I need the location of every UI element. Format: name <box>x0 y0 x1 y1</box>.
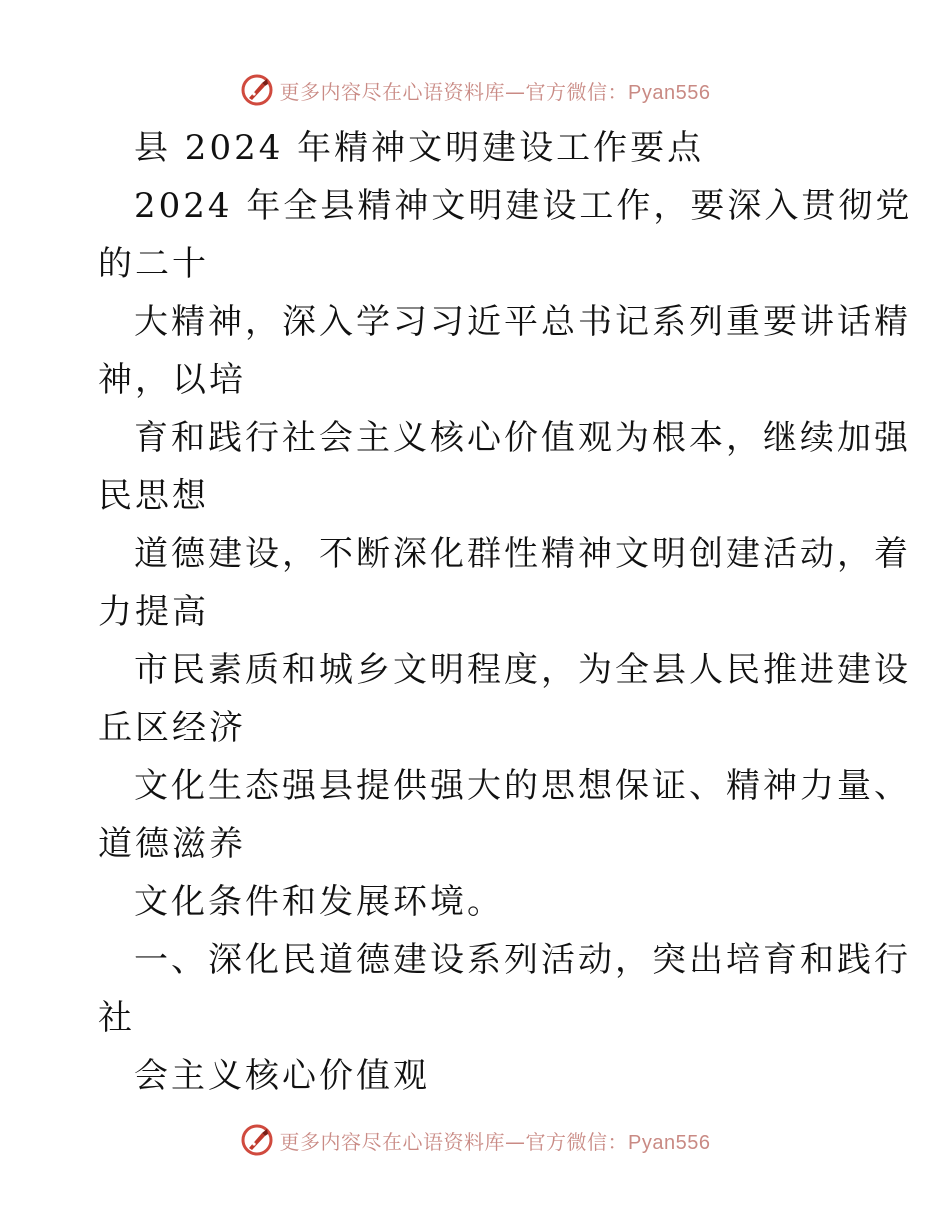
doc-line: 文化条件和发展环境。 <box>134 882 504 922</box>
banner-text: 更多内容尽在心语资料库—官方微信： <box>279 1129 629 1154</box>
doc-line: 力提高 <box>98 592 209 632</box>
doc-line: 道德建设，不断深化群性精神文明创建活动，着 <box>134 534 911 574</box>
doc-line: 文化生态强县提供强大的思想保证、精神力量、 <box>134 766 911 806</box>
doc-line: 育和践行社会主义核心价值观为根本，继续加强 <box>134 418 911 458</box>
doc-line: 大精神，深入学习习近平总书记系列重要讲话精 <box>134 302 911 342</box>
doc-heading-line: 会主义核心价值观 <box>134 1056 430 1096</box>
doc-line: 丘区经济 <box>98 708 246 748</box>
doc-line: 道德滋养 <box>98 824 246 864</box>
doc-heading-line: 社 <box>98 998 135 1038</box>
doc-line: 2024 年全县精神文明建设工作，要深入贯彻党 <box>134 186 913 226</box>
doc-line: 民思想 <box>98 476 209 516</box>
doc-heading-line: 一、深化民道德建设系列活动，突出培育和践行 <box>134 940 911 980</box>
doc-line: 神，以培 <box>98 360 246 400</box>
doc-line: 市民素质和城乡文明程度，为全县人民推进建设 <box>134 650 911 690</box>
banner-handle: Pyan556 <box>628 81 711 104</box>
doc-title: 县 2024 年精神文明建设工作要点 <box>134 128 705 168</box>
doc-line: 的二十 <box>98 244 209 284</box>
pen-nib-logo-icon <box>240 1123 274 1157</box>
banner-handle: Pyan556 <box>628 1131 711 1154</box>
banner-text: 更多内容尽在心语资料库—官方微信： <box>279 79 629 104</box>
footer-watermark-banner <box>0 1120 950 1160</box>
